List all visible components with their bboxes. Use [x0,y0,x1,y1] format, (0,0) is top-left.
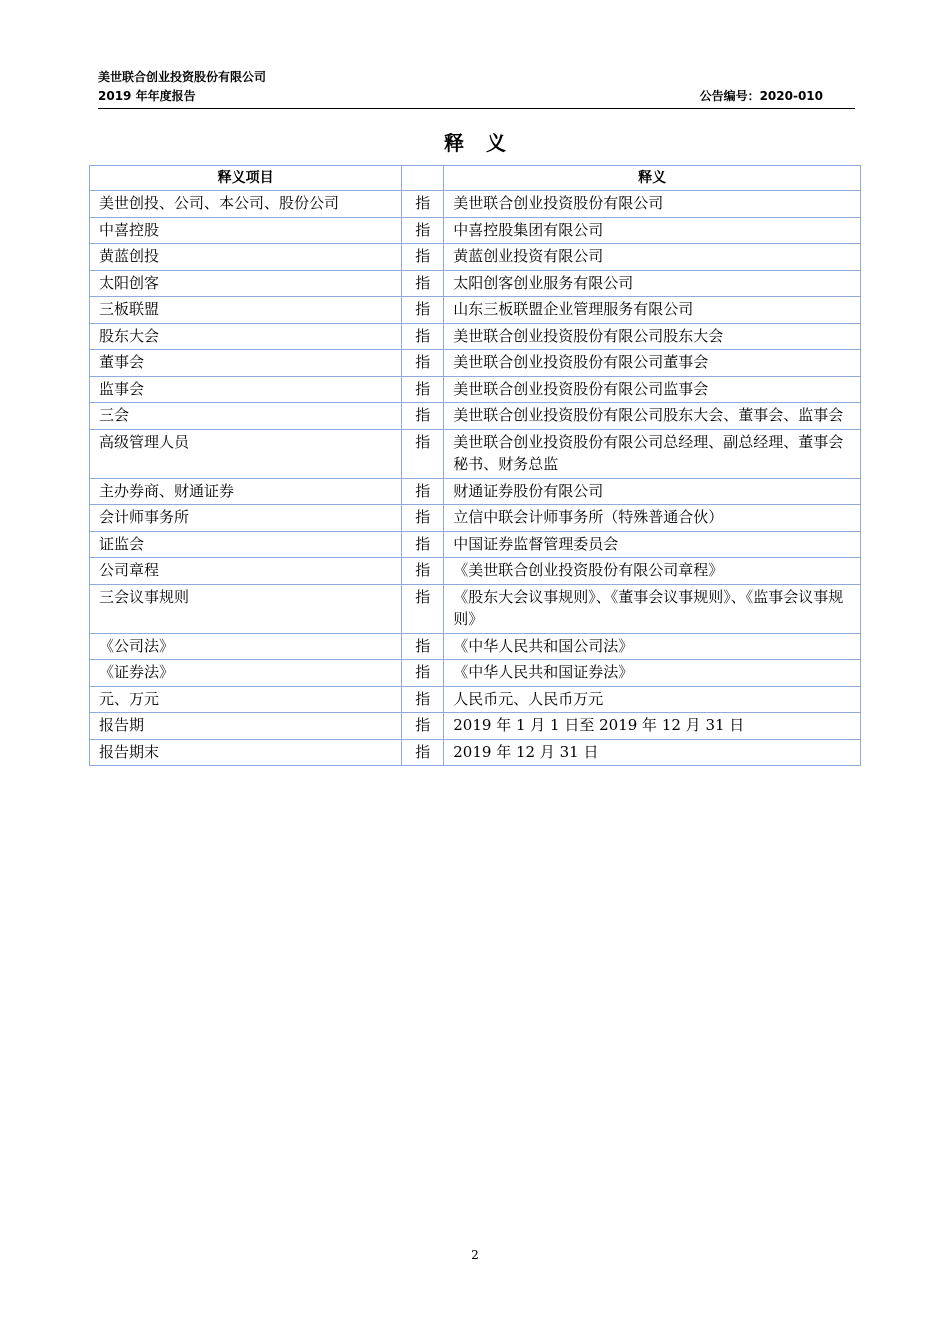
table-row [90,686,861,713]
table-row [90,244,861,271]
definition-cell: 太阳创客创业服务有限公司 [444,270,861,297]
page-header [98,68,855,109]
term-cell: 三会议事规则 [90,584,402,633]
table-row [90,297,861,324]
definition-cell: 中喜控股集团有限公司 [444,217,861,244]
term-cell: 监事会 [90,376,402,403]
ref-cell: 指 [402,686,444,713]
table-row [90,558,861,585]
ref-cell: 指 [402,505,444,532]
table-row [90,660,861,687]
ref-cell: 指 [402,191,444,218]
ref-cell: 指 [402,558,444,585]
term-cell: 报告期末 [90,739,402,766]
table-header-row [90,166,861,191]
table-body [90,191,861,766]
table-row [90,505,861,532]
definition-cell: 2019 年 12 月 31 日 [444,739,861,766]
table-row [90,713,861,740]
ref-cell: 指 [402,739,444,766]
ref-cell: 指 [402,713,444,740]
table-row [90,403,861,430]
term-cell: 《证券法》 [90,660,402,687]
definition-cell: 《中华人民共和国证券法》 [444,660,861,687]
page-number: 2 [471,1248,479,1262]
ref-cell: 指 [402,217,444,244]
table-row [90,376,861,403]
column-header-term: 释义项目 [90,166,402,191]
ref-cell: 指 [402,403,444,430]
ref-cell: 指 [402,633,444,660]
definition-cell: 美世联合创业投资股份有限公司总经理、副总经理、董事会秘书、财务总监 [444,429,861,478]
term-cell: 三会 [90,403,402,430]
term-cell: 三板联盟 [90,297,402,324]
definition-cell: 2019 年 1 月 1 日至 2019 年 12 月 31 日 [444,713,861,740]
ref-cell: 指 [402,350,444,377]
term-cell: 中喜控股 [90,217,402,244]
term-cell: 证监会 [90,531,402,558]
table-row [90,633,861,660]
ref-cell: 指 [402,660,444,687]
table-row [90,270,861,297]
table-row [90,531,861,558]
definitions-table [89,165,861,766]
term-cell: 会计师事务所 [90,505,402,532]
column-header-definition: 释义 [444,166,861,191]
page-title: 释义 [444,131,528,155]
table-row [90,323,861,350]
definition-cell: 《美世联合创业投资股份有限公司章程》 [444,558,861,585]
header-report-title: 2019 年年度报告 [98,89,196,103]
term-cell: 美世创投、公司、本公司、股份公司 [90,191,402,218]
definition-cell: 立信中联会计师事务所（特殊普通合伙） [444,505,861,532]
term-cell: 黄蓝创投 [90,244,402,271]
table-row [90,478,861,505]
table-row [90,584,861,633]
ref-cell: 指 [402,531,444,558]
table-row [90,217,861,244]
definition-cell: 美世联合创业投资股份有限公司监事会 [444,376,861,403]
definition-cell: 美世联合创业投资股份有限公司 [444,191,861,218]
term-cell: 报告期 [90,713,402,740]
ref-cell: 指 [402,376,444,403]
definition-cell: 山东三板联盟企业管理服务有限公司 [444,297,861,324]
definition-cell: 财通证券股份有限公司 [444,478,861,505]
ref-cell: 指 [402,478,444,505]
definition-cell: 《股东大会议事规则》、《董事会议事规则》、《监事会议事规则》 [444,584,861,633]
ref-cell: 指 [402,429,444,478]
ref-cell: 指 [402,297,444,324]
table-row [90,739,861,766]
ref-cell: 指 [402,244,444,271]
term-cell: 太阳创客 [90,270,402,297]
table-row [90,429,861,478]
definition-cell: 美世联合创业投资股份有限公司股东大会、董事会、监事会 [444,403,861,430]
term-cell: 股东大会 [90,323,402,350]
definition-cell: 美世联合创业投资股份有限公司董事会 [444,350,861,377]
term-cell: 董事会 [90,350,402,377]
ref-cell: 指 [402,584,444,633]
definition-cell: 黄蓝创业投资有限公司 [444,244,861,271]
definition-cell: 美世联合创业投资股份有限公司股东大会 [444,323,861,350]
table-row [90,191,861,218]
header-company-name: 美世联合创业投资股份有限公司 [98,70,267,84]
definition-cell: 中国证券监督管理委员会 [444,531,861,558]
definition-cell: 人民币元、人民币万元 [444,686,861,713]
term-cell: 《公司法》 [90,633,402,660]
table-row [90,350,861,377]
ref-cell: 指 [402,270,444,297]
term-cell: 公司章程 [90,558,402,585]
definition-cell: 《中华人民共和国公司法》 [444,633,861,660]
column-header-ref [402,166,444,191]
ref-cell: 指 [402,323,444,350]
term-cell: 主办券商、财通证券 [90,478,402,505]
header-announcement-code: 公告编号：2020-010 [699,89,823,103]
term-cell: 高级管理人员 [90,429,402,478]
term-cell: 元、万元 [90,686,402,713]
